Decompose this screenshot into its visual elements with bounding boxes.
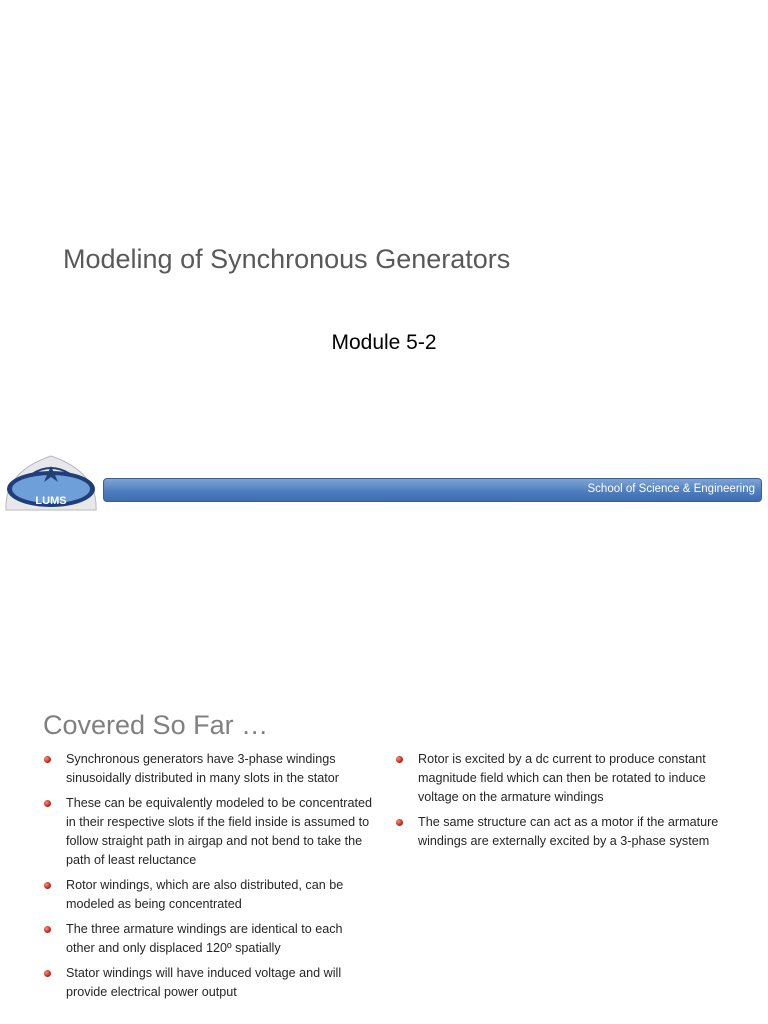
banner-bar: [103, 478, 762, 502]
bullet-icon: [44, 756, 51, 763]
bullet-text: These can be equivalently modeled to be concentrated in their respective slots if the field inside is assumed to follow straight path in airgap and not bend to take the path of least reluctance: [66, 796, 372, 867]
slide-title: Modeling of Synchronous Generators: [63, 244, 511, 274]
bullet-icon: [44, 970, 51, 977]
bullet-item: [396, 813, 726, 851]
bullet-icon: [396, 756, 403, 763]
bullet-text: Rotor windings, which are also distributed, can be modeled as being concentrated: [66, 878, 344, 911]
bullet-text: The three armature windings are identical to each other and only displaced 120º spatially: [66, 922, 343, 955]
bullet-item: [44, 750, 374, 788]
bullet-icon: [44, 882, 51, 889]
bullet-item: [396, 750, 726, 807]
bullet-text: The same structure can act as a motor if the armature windings are externally excited by a 3-phase system: [418, 815, 719, 848]
right-column: [396, 750, 726, 857]
bullet-icon: [44, 800, 51, 807]
banner-text: School of Science & Engineering: [587, 483, 755, 495]
bullet-text: Synchronous generators have 3-phase windings sinusoidally distributed in many slots in the stator: [66, 752, 339, 785]
bullet-item: [44, 964, 374, 1002]
logo-text: LUMS: [35, 495, 67, 507]
bullet-text: Stator windings will have induced voltage and will provide electrical power output: [66, 966, 342, 999]
left-column: [44, 750, 374, 1008]
content-slide: [0, 700, 768, 1024]
bullet-icon: [396, 819, 403, 826]
bullet-text: Rotor is excited by a dc current to produce constant magnitude field which can then be rotated to induce voltage on the armature windings: [418, 752, 706, 804]
bullet-icon: [44, 926, 51, 933]
bullet-item: [44, 920, 374, 958]
bullet-item: [44, 876, 374, 914]
slide-subtitle: Module 5-2: [331, 331, 437, 354]
bullet-item: [44, 794, 374, 870]
slide-title: Covered So Far …: [43, 710, 269, 740]
lums-logo: [2, 452, 100, 512]
